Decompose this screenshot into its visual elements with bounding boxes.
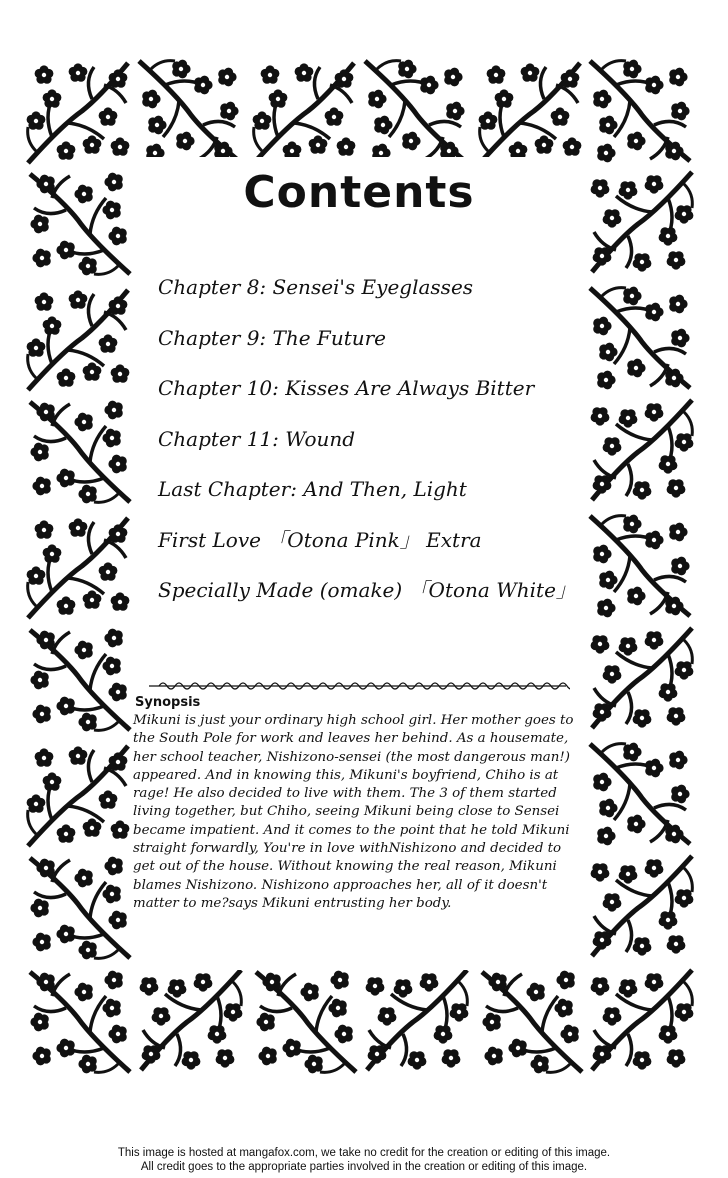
floral-tile — [30, 629, 130, 732]
synopsis-panel — [133, 667, 585, 970]
floral-tile — [479, 63, 582, 163]
floral-tile — [591, 856, 694, 956]
floral-tile — [27, 63, 130, 163]
chapter-item: Specially Made (omake) 「Otona White」 — [158, 578, 576, 602]
floral-tile — [27, 746, 130, 846]
credit-line: All credit goes to the appropriate parties involved in the creation or editing of this image. — [140, 1161, 588, 1173]
floral-tile — [27, 290, 130, 390]
chapter-item: Chapter 10: Kisses Are Always Bitter — [158, 376, 535, 400]
floral-tile — [140, 970, 243, 1070]
floral-tile — [590, 743, 690, 846]
floral-tile — [590, 60, 690, 163]
floral-tile — [30, 401, 130, 504]
floral-tile — [590, 287, 690, 390]
floral-tile — [591, 400, 694, 500]
floral-tile — [253, 63, 356, 163]
floral-tile — [30, 971, 130, 1074]
floral-tile — [590, 515, 690, 618]
floral-tile — [30, 857, 130, 960]
floral-tile — [591, 628, 694, 728]
chapter-item: Chapter 9: The Future — [158, 325, 387, 350]
chapter-item: Chapter 8: Sensei's Eyeglasses — [158, 275, 474, 299]
floral-tile — [256, 971, 356, 1074]
floral-tile — [591, 172, 694, 272]
ornamental-divider — [145, 680, 570, 692]
chapter-list — [158, 267, 576, 621]
chapter-item: Last Chapter: And Then, Light — [158, 477, 467, 501]
page-title: Contents — [243, 167, 475, 218]
floral-tile — [591, 970, 694, 1070]
chapter-item: Chapter 11: Wound — [158, 426, 356, 451]
floral-tile — [366, 970, 469, 1070]
hosting-credits — [0, 1146, 728, 1174]
contents-panel — [133, 157, 585, 667]
floral-tile — [27, 518, 130, 618]
floral-tile — [482, 971, 582, 1074]
credit-line: This image is hosted at mangafox.com, we take no credit for the creation or editing of this image. — [117, 1147, 611, 1159]
floral-tile — [365, 60, 465, 163]
synopsis-heading: Synopsis — [135, 695, 201, 710]
synopsis-text: Mikuni is just your ordinary high school girl. Her mother goes to the South Pole for work and leaves her behind. As a housemate, her school teacher, Nishizono-sensei (the most dangerous man!) appeared. And in knowing this, Mikuni's boyfriend, Chiho is at rage! He also decided to live with them. The 3 of them started living together, but Chiho, seeing Mikuni being close to Sensei became impatient. And it comes to the point that he told Mikuni straight forwardly, You're in love withNishizono and decided to get out of the house. Without knowing the real reason, Mikuni blames Nishizono. Nishizono approaches her, all of it doesn't matter to me?says Mikuni entrusting her body. — [133, 713, 574, 911]
chapter-item: First Love 「Otona Pink」 Extra — [158, 527, 482, 552]
floral-tile — [139, 60, 239, 163]
floral-tile — [30, 173, 130, 276]
